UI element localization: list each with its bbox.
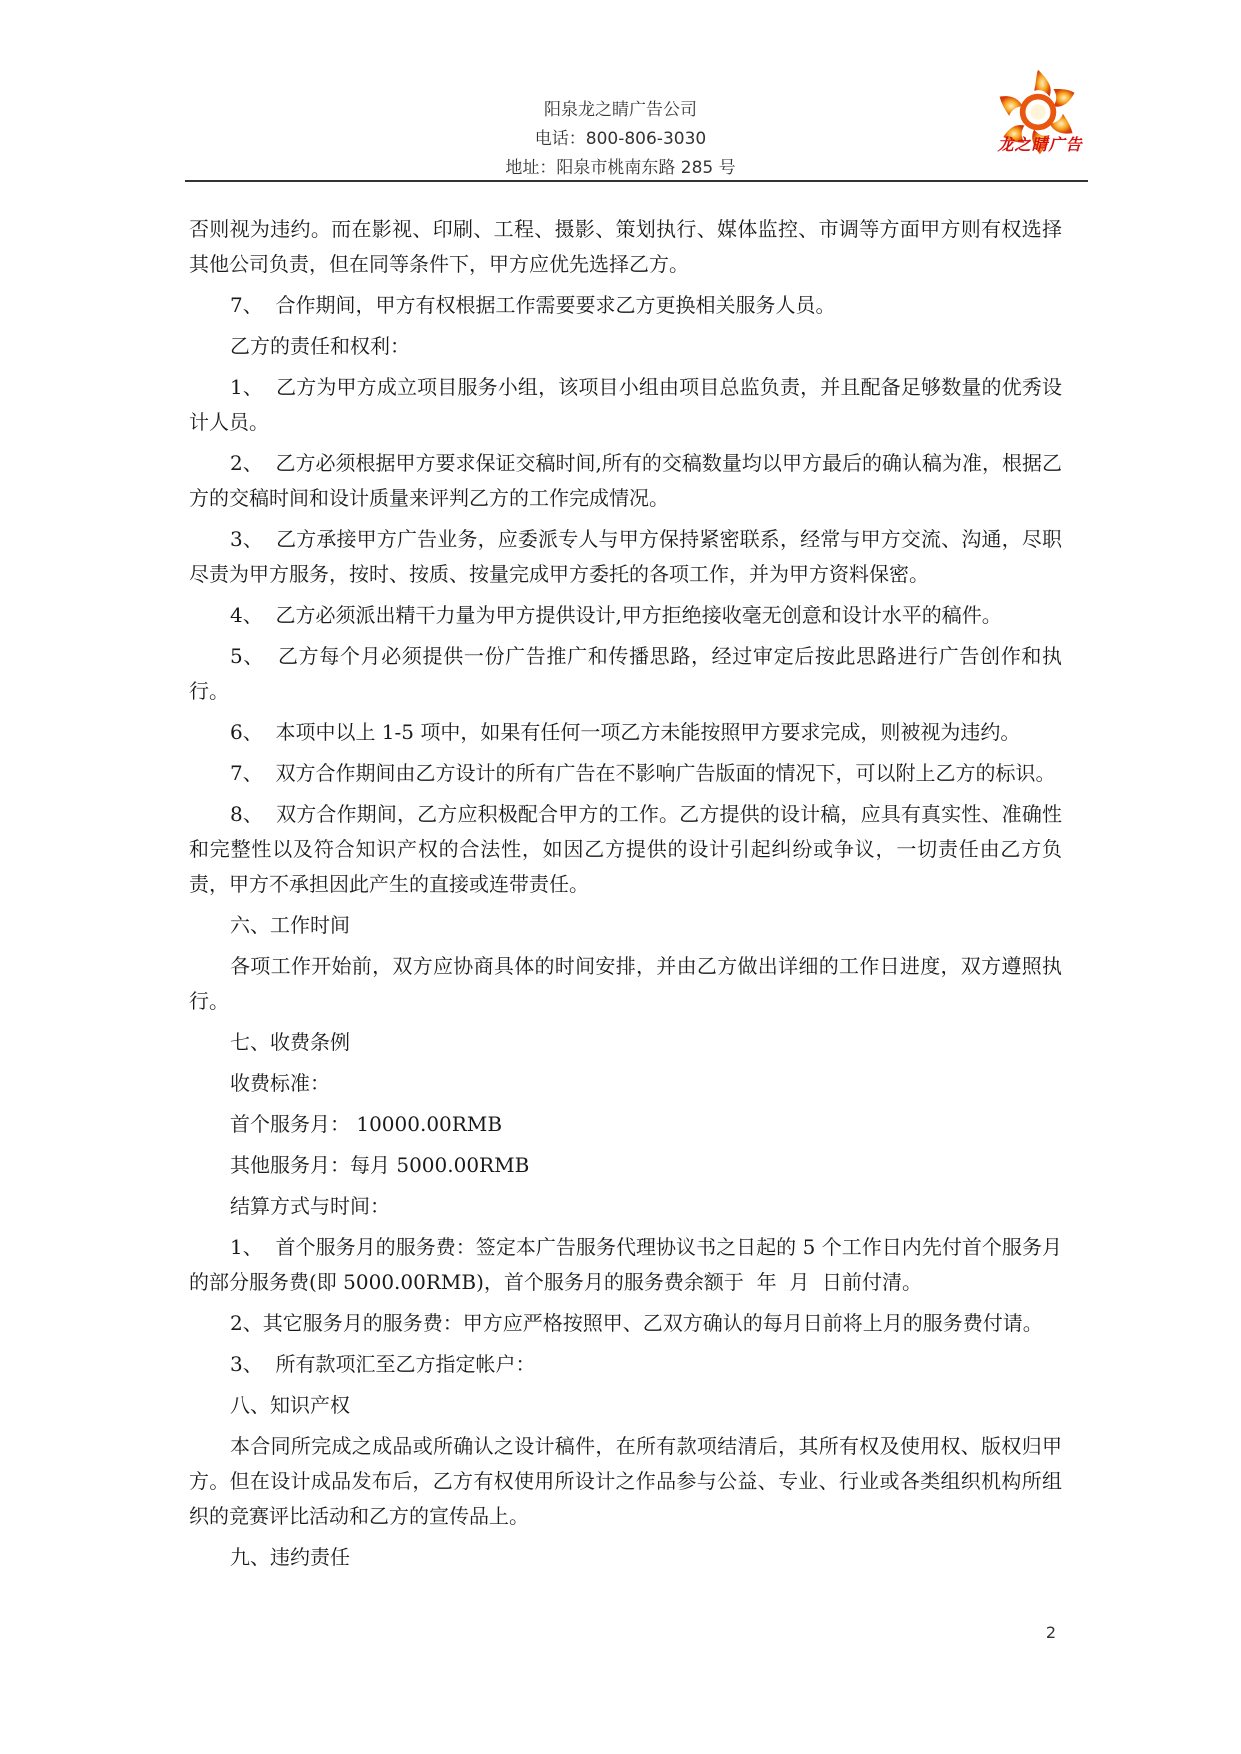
- paragraph: 5、 乙方每个月必须提供一份广告推广和传播思路，经过审定后按此思路进行广告创作和执行。: [189, 644, 1062, 703]
- paragraph: 2、其它服务月的服务费：甲方应严格按照甲、乙双方确认的每月日前将上月的服务费付请。: [230, 1311, 1043, 1335]
- company-phone: 电话：800-806-3030: [534, 129, 707, 149]
- section-heading: 七、收费条例: [230, 1030, 350, 1054]
- paragraph: 乙方的责任和权利：: [230, 334, 410, 358]
- paragraph: 8、 双方合作期间，乙方应积极配合甲方的工作。乙方提供的设计稿，应具有真实性、准确性和完整性以及符合知识产权的合法性，如因乙方提供的设计引起纠纷或争议，一切责任由乙方负责，甲方不承担因此产生的直接或连带责任。: [189, 802, 1062, 896]
- company-name: 阳泉龙之睛广告公司: [544, 100, 697, 120]
- paragraph: 3、 乙方承接甲方广告业务，应委派专人与甲方保持紧密联系，经常与甲方交流、沟通，尽职尽责为甲方服务，按时、按质、按量完成甲方委托的各项工作，并为甲方资料保密。: [189, 527, 1062, 586]
- paragraph: 首个服务月： 10000.00RMB: [230, 1112, 503, 1136]
- paragraph: 收费标准：: [230, 1071, 330, 1095]
- paragraph: 1、 首个服务月的服务费：签定本广告服务代理协议书之日起的 5 个工作日内先付首个服务月的部分服务费(即 5000.00RMB)，首个服务月的服务费余额于 年 月 日前付清。: [189, 1235, 1062, 1294]
- company-address: 地址：阳泉市桃南东路 285 号: [505, 158, 736, 178]
- paragraph: 本合同所完成之成品或所确认之设计稿件，在所有款项结清后，其所有权及使用权、版权归甲方。但在设计成品发布后，乙方有权使用所设计之作品参与公益、专业、行业或各类组织机构所组织的竞赛评比活动和乙方的宣传品上。: [189, 1434, 1062, 1528]
- paragraph: 各项工作开始前，双方应协商具体的时间安排，并由乙方做出详细的工作日进度，双方遵照执行。: [189, 954, 1062, 1013]
- document-body: [189, 212, 1062, 1581]
- paragraph: 否则视为违约。而在影视、印刷、工程、摄影、策划执行、媒体监控、市调等方面甲方则有权选择其他公司负责，但在同等条件下，甲方应优先选择乙方。: [189, 217, 1062, 276]
- logo-brand-text: 龙之睛广告: [997, 135, 1083, 154]
- paragraph: 3、 所有款项汇至乙方指定帐户：: [230, 1352, 536, 1376]
- paragraph: 其他服务月：每月 5000.00RMB: [230, 1153, 530, 1177]
- paragraph: 4、 乙方必须派出精干力量为甲方提供设计,甲方拒绝接收毫无创意和设计水平的稿件。: [230, 603, 1002, 627]
- section-heading: 九、违约责任: [230, 1545, 350, 1569]
- page-number: 2: [1045, 1623, 1057, 1642]
- paragraph: 6、 本项中以上 1-5 项中，如果有任何一项乙方未能按照甲方要求完成，则被视为违约。: [230, 720, 1021, 744]
- paragraph: 7、 合作期间，甲方有权根据工作需要要求乙方更换相关服务人员。: [230, 293, 836, 317]
- section-heading: 六、工作时间: [230, 913, 350, 937]
- header-divider: [185, 180, 1088, 182]
- page-header: [0, 0, 1241, 185]
- paragraph: 1、 乙方为甲方成立项目服务小组，该项目小组由项目总监负责，并且配备足够数量的优秀设计人员。: [189, 375, 1062, 434]
- paragraph: 2、 乙方必须根据甲方要求保证交稿时间,所有的交稿数量均以甲方最后的确认稿为准，根据乙方的交稿时间和设计质量来评判乙方的工作完成情况。: [189, 451, 1062, 510]
- paragraph: 结算方式与时间：: [230, 1194, 390, 1218]
- paragraph: 7、 双方合作期间由乙方设计的所有广告在不影响广告版面的情况下，可以附上乙方的标识。: [230, 761, 1056, 785]
- section-heading: 八、知识产权: [230, 1393, 350, 1417]
